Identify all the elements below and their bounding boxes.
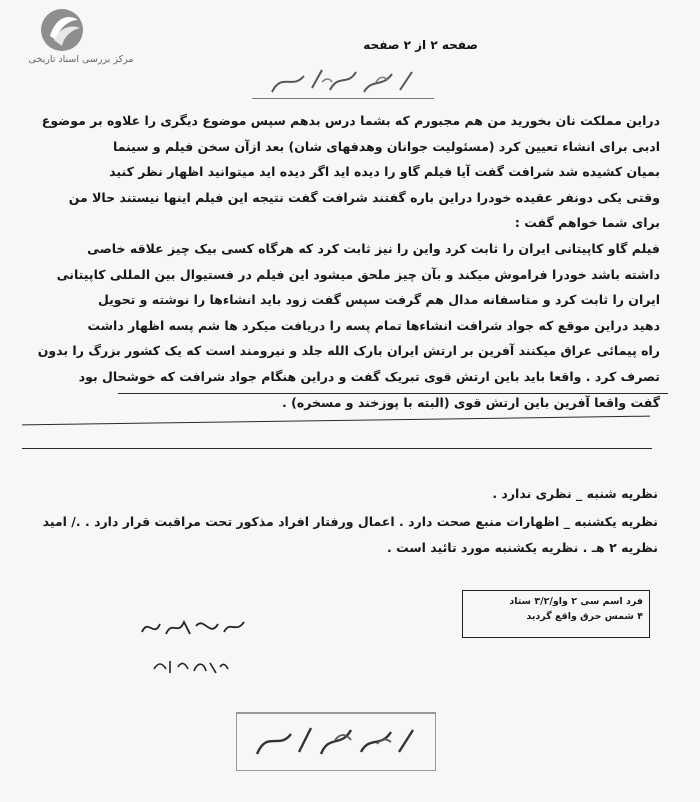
bottom-stamp <box>236 712 436 771</box>
body-line: راه پیمائی عراق میکنند آفرین بر ارتش ایران بارک الله جلد و نیرومند است که یک کشور بزرگ را بدون <box>38 343 660 359</box>
body-line: فیلم گاو کاپیتانی ایران را ثابت کرد واین را نیز ثابت کرد که هرگاه کسی بیک چیز علاقه خاصی <box>87 240 660 256</box>
body-line: داشته باشد خودرا فراموش میکند و بآن چیز ملحق میشود این فیلم در فستیوال بین المللی کاپیتانی <box>56 266 660 282</box>
body-line: برای شما خواهم گفت : <box>514 215 660 231</box>
side-stamp-line: فرد اسم سی ۲ واو/۳/۲ ستاد <box>509 596 643 607</box>
theory-line: نظریه ۲ هـ . نظریه یکشنبه مورد تائید است . <box>387 540 658 555</box>
body-line: ایران را ثابت کرد و متاسفانه مدال هم گرفت سپس گفت زود باید انشاءها را نوشته و تحویل <box>97 292 660 308</box>
side-stamp-line: ۴ شمس حرق واقع گردید <box>526 611 643 622</box>
body-line: دراین مملکت نان بخورید من هم مجبورم که بشما درس بدهم سپس موضوع دیگری را علاوه بر موضوع <box>41 113 660 128</box>
handwritten-signature <box>138 612 248 642</box>
handwritten-underline <box>22 448 652 449</box>
archive-logo-text: مرکز بررسی اسناد تاریخی <box>28 54 134 65</box>
theory-line: نظریه شنبه _ نظری ندارد . <box>492 486 658 501</box>
document-body <box>38 108 660 415</box>
body-line: وقتی یکی دونفر عقیده خودرا دراین باره گفتند شرافت گفت نتیجه این فیلم اینها نیستند حالا من <box>68 189 660 205</box>
body-line: بمیان کشیده شد شرافت گفت آیا فیلم گاو را دیده اید اگر دیده اید میتوانید اظهار نظر کنید <box>109 164 660 180</box>
handwritten-underline <box>22 416 650 426</box>
body-line: تصرف کرد . واقعا باید باین ارتش قوی تبریک گفت و دراین هنگام جواد شرافت که خوشحال بود <box>78 368 660 384</box>
body-line: ادبی برای انشاء تعیین کرد (مسئولیت جوانان وهدفهای شان) بعد ازآن سخن فیلم و سینما <box>112 138 660 154</box>
handwritten-underline <box>118 393 668 394</box>
handwritten-date <box>150 655 230 677</box>
body-line: گفت واقعا آفرین باین ارتش قوی (البته با پوزخند و مسخره) . <box>282 394 660 410</box>
theory-line: نظریه یکشنبه _ اظهارات منبع صحت دارد . اعمال ورفتار افراد مذکور تحت مراقبت قرار دارد . ./ امید <box>42 514 658 529</box>
page-number-line: صفحه ۲ از ۲ صفحه <box>363 38 478 52</box>
body-line: دهید دراین موقع که جواد شرافت انشاءها تمام پسه را دریافت میکرد ها شم پسه اظهار داشت <box>87 317 660 333</box>
top-stamp <box>252 62 434 99</box>
archive-logo-icon <box>34 6 90 54</box>
side-stamp <box>462 590 650 638</box>
